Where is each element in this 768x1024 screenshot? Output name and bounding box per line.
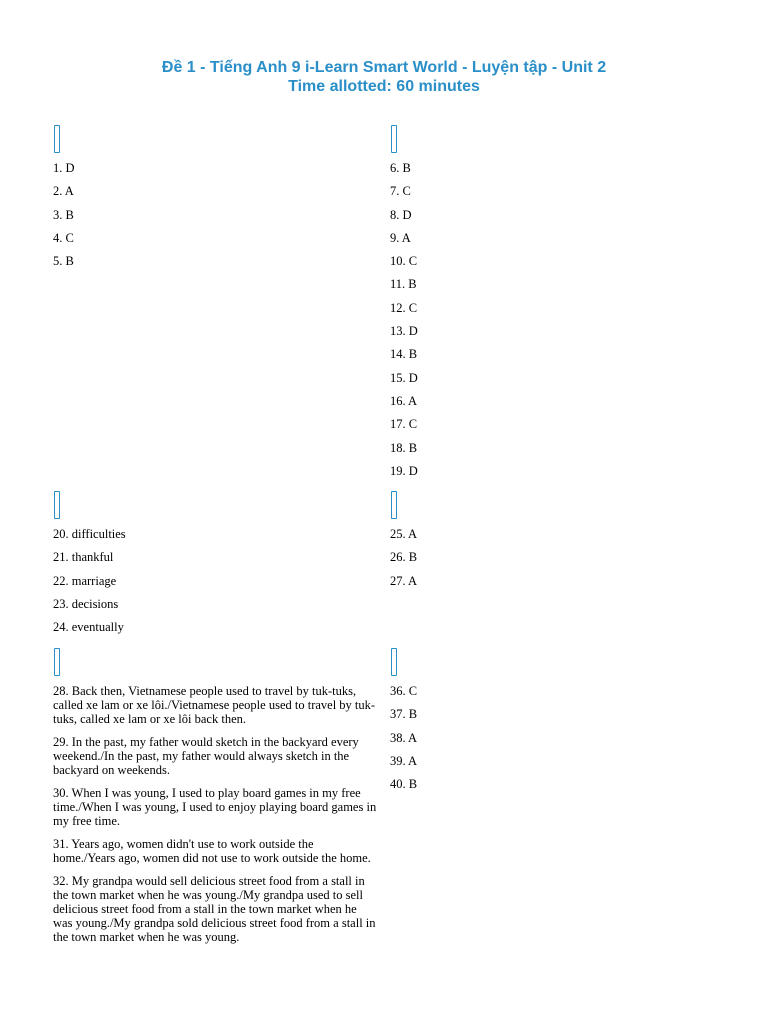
section2-right <box>390 491 417 597</box>
answer-paragraph: 30. When I was young, I used to play board games in my free time./When I was young, I used to enjoy playing board games in my free time. <box>53 786 377 828</box>
answer-item: 19. D <box>390 463 418 478</box>
answer-item: 24. eventually <box>53 620 124 635</box>
answer-item: 10. C <box>390 254 418 269</box>
answer-item: 3. B <box>53 207 74 222</box>
answer-item: 22. marriage <box>53 573 117 588</box>
answer-item: 39. A <box>390 753 418 768</box>
section-marker-icon <box>54 648 60 676</box>
answer-item: 40. B <box>390 777 418 792</box>
section-marker-icon <box>54 125 60 153</box>
answer-item: 9. A <box>390 230 411 245</box>
answer-item: 14. B <box>390 347 418 362</box>
section3-left <box>53 648 378 953</box>
answer-item: 21. thankful <box>53 550 114 565</box>
answer-paragraph: 32. My grandpa would sell delicious street food from a stall in the town market when he was young./My grandpa used to sell delicious street food from a stall in the town market when he was young./My grandpa sold delicious street food from a stall in the town market when he was young. <box>53 874 376 944</box>
answer-item: 15. D <box>390 370 418 385</box>
section-marker-icon <box>391 648 397 676</box>
section2-left <box>53 491 126 643</box>
section-marker-icon <box>391 491 397 519</box>
section-marker-icon <box>391 125 397 153</box>
answer-item: 36. C <box>390 684 418 698</box>
answer-paragraph: 29. In the past, my father would sketch in the backyard every weekend./In the past, my father would always sketch in the backyard on weekends. <box>53 735 359 777</box>
answer-item: 38. A <box>390 730 418 745</box>
answer-item: 16. A <box>390 393 418 408</box>
section1-left <box>53 125 75 277</box>
answer-item: 8. D <box>390 207 412 222</box>
answer-item: 20. difficulties <box>53 527 126 541</box>
title-line-2: Time allotted: 60 minutes <box>288 78 480 95</box>
section1-right <box>390 125 418 487</box>
answer-item: 11. B <box>390 277 417 292</box>
section-marker-icon <box>54 491 60 519</box>
answer-item: 1. D <box>53 161 75 175</box>
answer-item: 18. B <box>390 440 418 455</box>
answer-item: 7. C <box>390 184 411 199</box>
title-line-1: Đề 1 - Tiếng Anh 9 i-Learn Smart World - Luyện tập - Unit 2 <box>161 59 607 76</box>
answer-paragraph: 31. Years ago, women didn't use to work outside the home./Years ago, women did not use to work outside the home. <box>53 837 371 865</box>
answer-item: 27. A <box>390 573 418 588</box>
answer-item: 23. decisions <box>53 596 119 611</box>
answer-item: 17. C <box>390 417 418 432</box>
answer-item: 4. C <box>53 230 74 245</box>
answer-item: 6. B <box>390 161 411 175</box>
answer-item: 37. B <box>390 707 418 722</box>
section3-right <box>390 648 417 800</box>
answer-item: 26. B <box>390 550 418 565</box>
answer-item: 13. D <box>390 324 418 339</box>
page-title <box>0 58 768 96</box>
answer-item: 25. A <box>390 527 418 541</box>
answer-paragraph: 28. Back then, Vietnamese people used to travel by tuk-tuks, called xe lam or xe lôi./Vietnamese people used to travel by tuk-tuks, called xe lam or xe lôi back then. <box>53 684 376 726</box>
answer-item: 2. A <box>53 184 74 199</box>
answer-item: 12. C <box>390 300 418 315</box>
answer-item: 5. B <box>53 254 74 269</box>
